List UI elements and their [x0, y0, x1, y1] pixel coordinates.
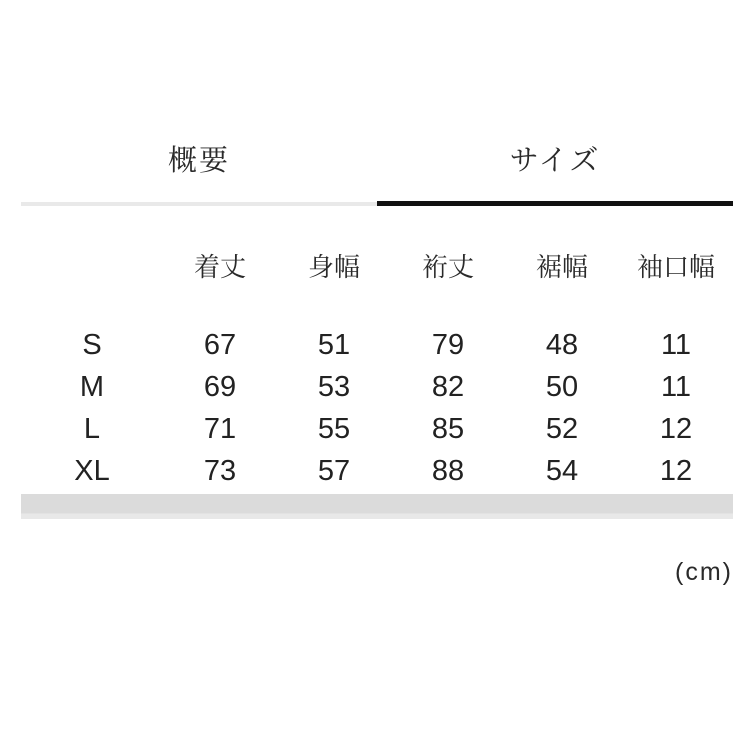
table-row [21, 366, 733, 408]
size-value: 69 [203, 370, 237, 403]
size-value: 54 [545, 454, 579, 487]
tab-overview[interactable]: 概要 [21, 147, 377, 206]
size-value: 79 [431, 328, 465, 361]
table-row [21, 324, 733, 366]
size-table [21, 240, 733, 492]
column-header-cuff-width: 袖口幅 [636, 252, 715, 282]
column-header-body-width: 身幅 [307, 252, 360, 282]
table-row [21, 408, 733, 450]
column-header-sleeve-length: 裄丈 [421, 252, 474, 282]
size-value: 12 [659, 454, 693, 487]
size-value: 67 [203, 328, 237, 361]
size-label: L [83, 412, 101, 445]
size-label: M [79, 370, 105, 403]
size-value: 50 [545, 370, 579, 403]
table-row [21, 450, 733, 492]
tab-bar [21, 147, 733, 206]
size-value: 82 [431, 370, 465, 403]
size-label: S [82, 328, 102, 361]
size-value: 57 [317, 454, 351, 487]
divider-bar [21, 494, 733, 519]
size-value: 12 [659, 412, 693, 445]
size-value: 73 [203, 454, 237, 487]
unit-label: (cm) [675, 558, 733, 586]
size-value: 52 [545, 412, 579, 445]
size-label: XL [74, 454, 110, 487]
size-value: 85 [431, 412, 465, 445]
size-value: 51 [317, 328, 351, 361]
size-value: 55 [317, 412, 351, 445]
size-value: 48 [545, 328, 579, 361]
column-header-size [21, 240, 163, 324]
size-value: 71 [203, 412, 237, 445]
size-value: 11 [660, 328, 692, 361]
size-value: 88 [431, 454, 465, 487]
tab-size[interactable]: サイズ [377, 147, 733, 206]
size-value: 11 [660, 370, 692, 403]
size-value: 53 [317, 370, 351, 403]
column-header-length: 着丈 [193, 252, 246, 282]
table-header-row [21, 240, 733, 324]
column-header-hem-width: 裾幅 [535, 252, 588, 282]
